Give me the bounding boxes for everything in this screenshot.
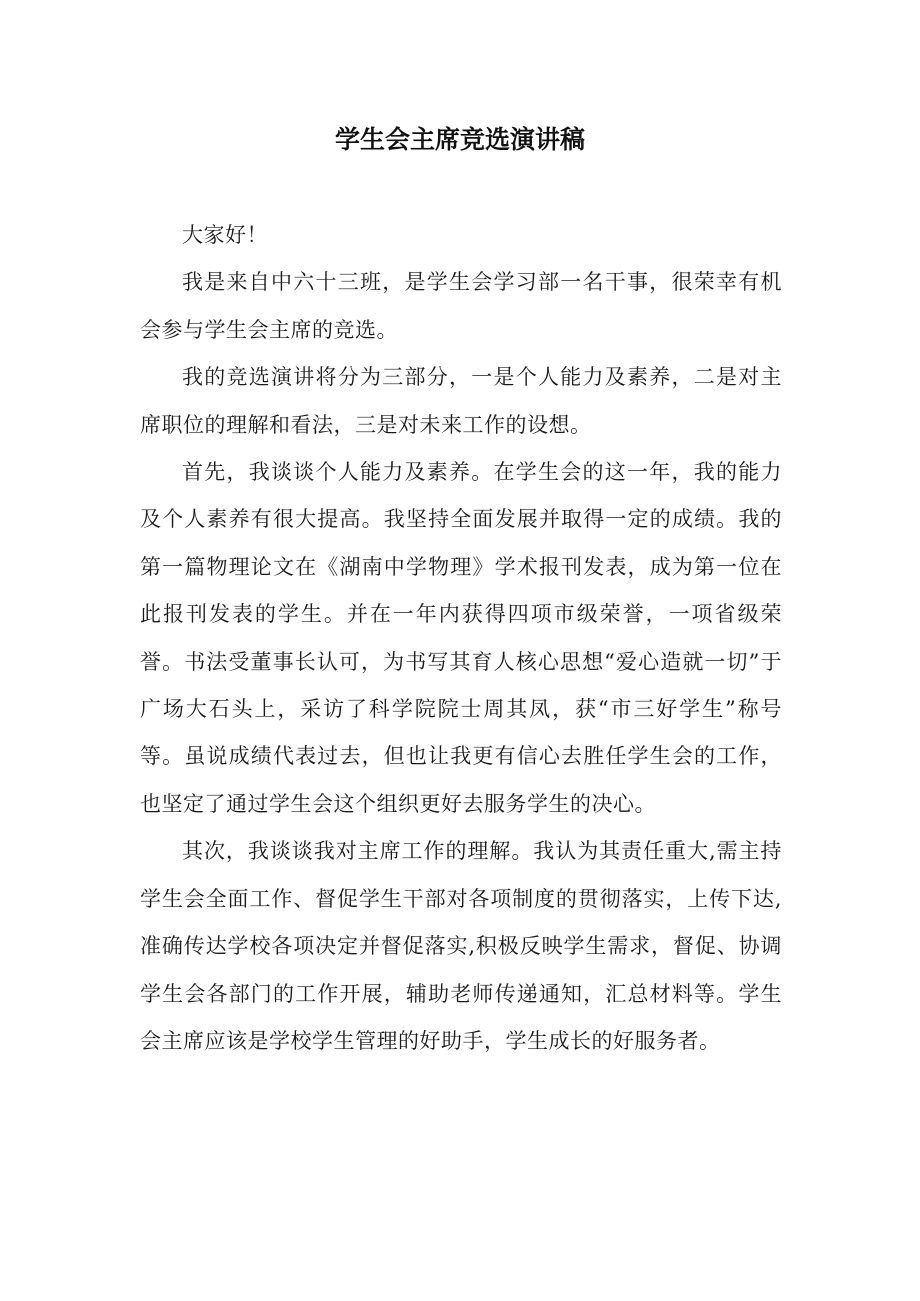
document-title: 学生会主席竞选演讲稿 [334,125,585,154]
paragraph-understanding: 其次，我谈谈我对主席工作的理解。我认为其责任重大,需主持学生会全面工作、督促学生干部对各项制度的贯彻落实，上传下达,准确传达学校各项决定并督促落实,积极反映学生需求，督促、协调学生会各部门的工作开展，辅助老师传递通知，汇总材料等。学生会主席应该是学校学生管理的好助手，学生成长的好服务者。 [140,839,782,1053]
paragraph-abilities: 首先，我谈谈个人能力及素养。在学生会的这一年，我的能力及个人素养有很大提高。我坚持全面发展并取得一定的成绩。我的第一篇物理论文在《湖南中学物理》学术报刊发表，成为第一位在此报刊发表的学生。并在一年内获得四项市级荣誉，一项省级荣誉。书法受董事长认可，为书写其育人核心思想“爱心造就一切”于广场大石头上，采访了科学院院士周其凤，获“市三好学生”称号等。虽说成绩代表过去，但也让我更有信心去胜任学生会的工作，也坚定了通过学生会这个组织更好去服务学生的决心。 [140,460,782,816]
paragraph-outline: 我的竞选演讲将分为三部分，一是个人能力及素养，二是对主席职位的理解和看法，三是对未来工作的设想。 [140,365,782,437]
paragraph-greeting: 大家好！ [182,223,268,247]
paragraph-introduction: 我是来自中六十三班，是学生会学习部一名干事，很荣幸有机会参与学生会主席的竞选。 [140,270,782,342]
document-body [140,212,782,1065]
